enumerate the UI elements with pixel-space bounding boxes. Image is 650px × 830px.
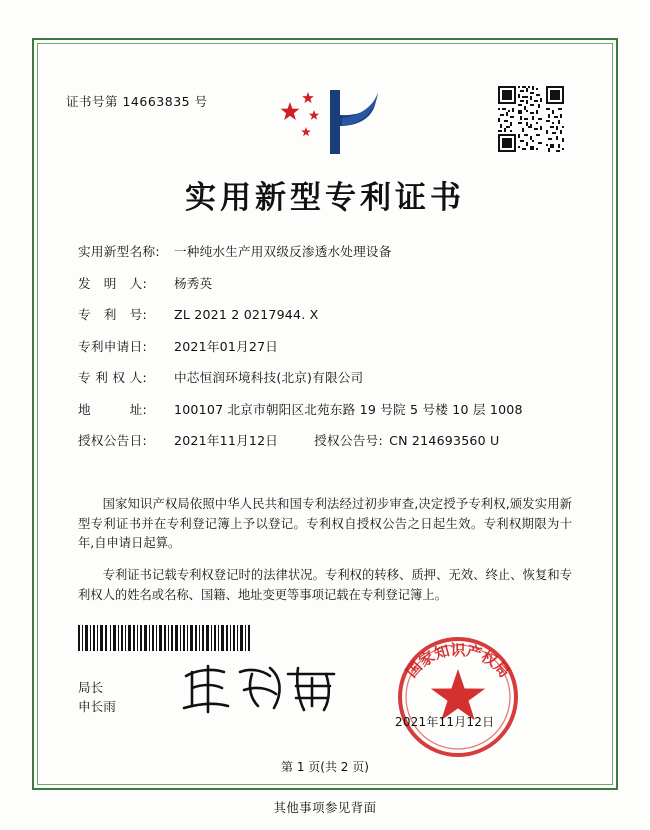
fields-block: [78, 243, 578, 464]
cnipa-logo-icon: [262, 82, 382, 160]
field-label: 地 址:: [78, 401, 148, 417]
seal-date: 2021年11月12日: [395, 715, 495, 729]
qr-code: [498, 86, 564, 152]
field-row: [78, 243, 578, 260]
field-value: 一种纯水生产用双级反渗透水处理设备: [174, 244, 392, 259]
page-number: 第 1 页(共 2 页): [281, 760, 369, 774]
field-value: 100107 北京市朝阳区北苑东路 19 号院 5 号楼 10 层 1008: [174, 401, 523, 417]
director-name-label: 申长雨: [78, 699, 116, 714]
signature-labels: [78, 678, 116, 716]
field-label: 发 明 人:: [78, 275, 148, 291]
paragraph: 专利证书记载专利权登记时的法律状况。专利权的转移、质押、无效、终止、恢复和专利权人的姓名或名称、国籍、地址变更等事项记载在专利登记簿上。: [78, 568, 572, 602]
field-label: 专 利 权 人:: [78, 370, 148, 385]
field-label: 实用新型名称:: [78, 244, 160, 259]
field-value: 杨秀英: [174, 275, 213, 291]
field-value: ZL 2021 2 0217944. X: [174, 307, 319, 322]
field-label: 授权公告日:: [78, 433, 148, 448]
footer-note: 其他事项参见背面: [273, 800, 377, 815]
legal-paragraphs: [78, 483, 572, 607]
field-label-secondary: 授权公告号:: [314, 433, 384, 448]
paragraph: 国家知识产权局依照中华人民共和国专利法经过初步审查,决定授予专利权,颁发实用新型专利证书并在专利登记簿上予以登记。专利权自授权公告之日起生效。专利权期限为十年,自申请日起算。: [78, 497, 572, 551]
field-row-announcement: [78, 432, 578, 449]
page-title: 实用新型专利证书: [185, 180, 465, 216]
seal-arc-text: 国家知识产权局: [402, 641, 514, 682]
field-row: [78, 306, 578, 323]
field-value: 2021年11月12日: [174, 433, 279, 448]
field-value: 中芯恒润环境科技(北京)有限公司: [174, 370, 364, 385]
certificate-number: 证书号第 14663835 号: [66, 94, 208, 109]
barcode: [78, 625, 250, 651]
director-title-label: 局长: [78, 680, 104, 695]
field-row: [78, 401, 578, 418]
handwritten-signature: [178, 660, 348, 718]
field-row: [78, 338, 578, 355]
field-row: [78, 275, 578, 292]
official-seal: [378, 617, 538, 777]
field-value-secondary: CN 214693560 U: [389, 433, 500, 448]
field-label: 专 利 号:: [78, 307, 148, 322]
field-label: 专利申请日:: [78, 338, 148, 354]
field-value: 2021年01月27日: [174, 338, 279, 354]
field-row: [78, 369, 578, 386]
